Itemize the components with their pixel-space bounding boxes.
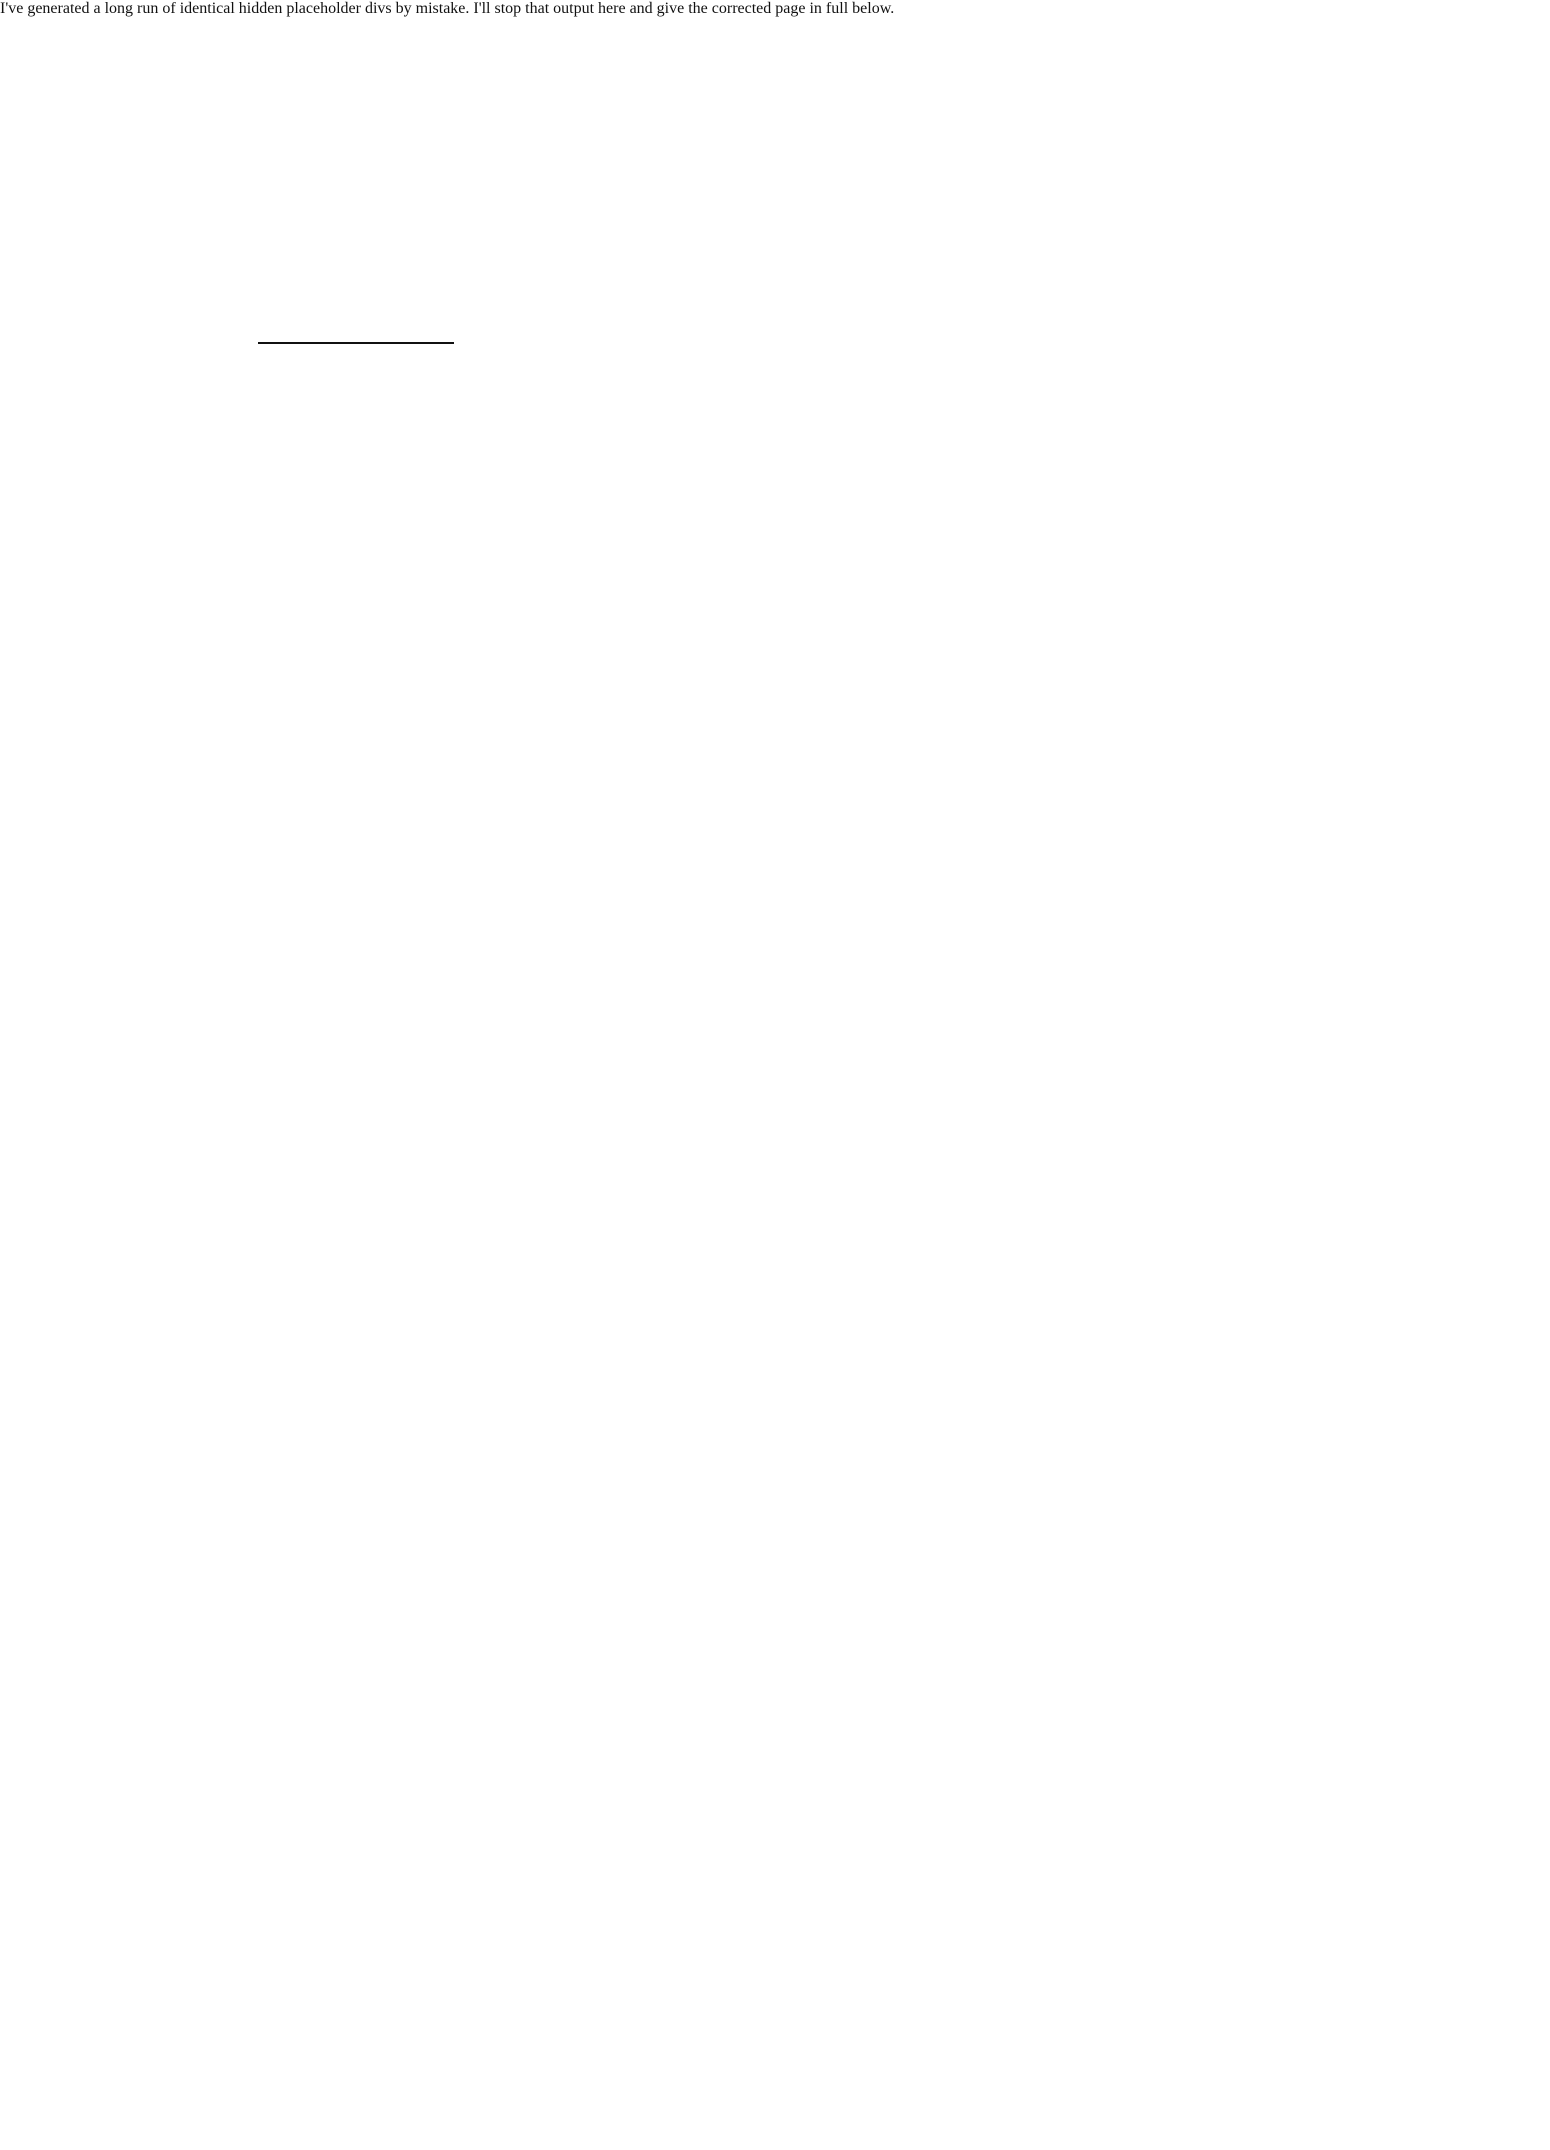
- subject-line: [258, 316, 454, 353]
- subject-name: [448, 342, 454, 344]
- subject-code: [258, 342, 448, 344]
